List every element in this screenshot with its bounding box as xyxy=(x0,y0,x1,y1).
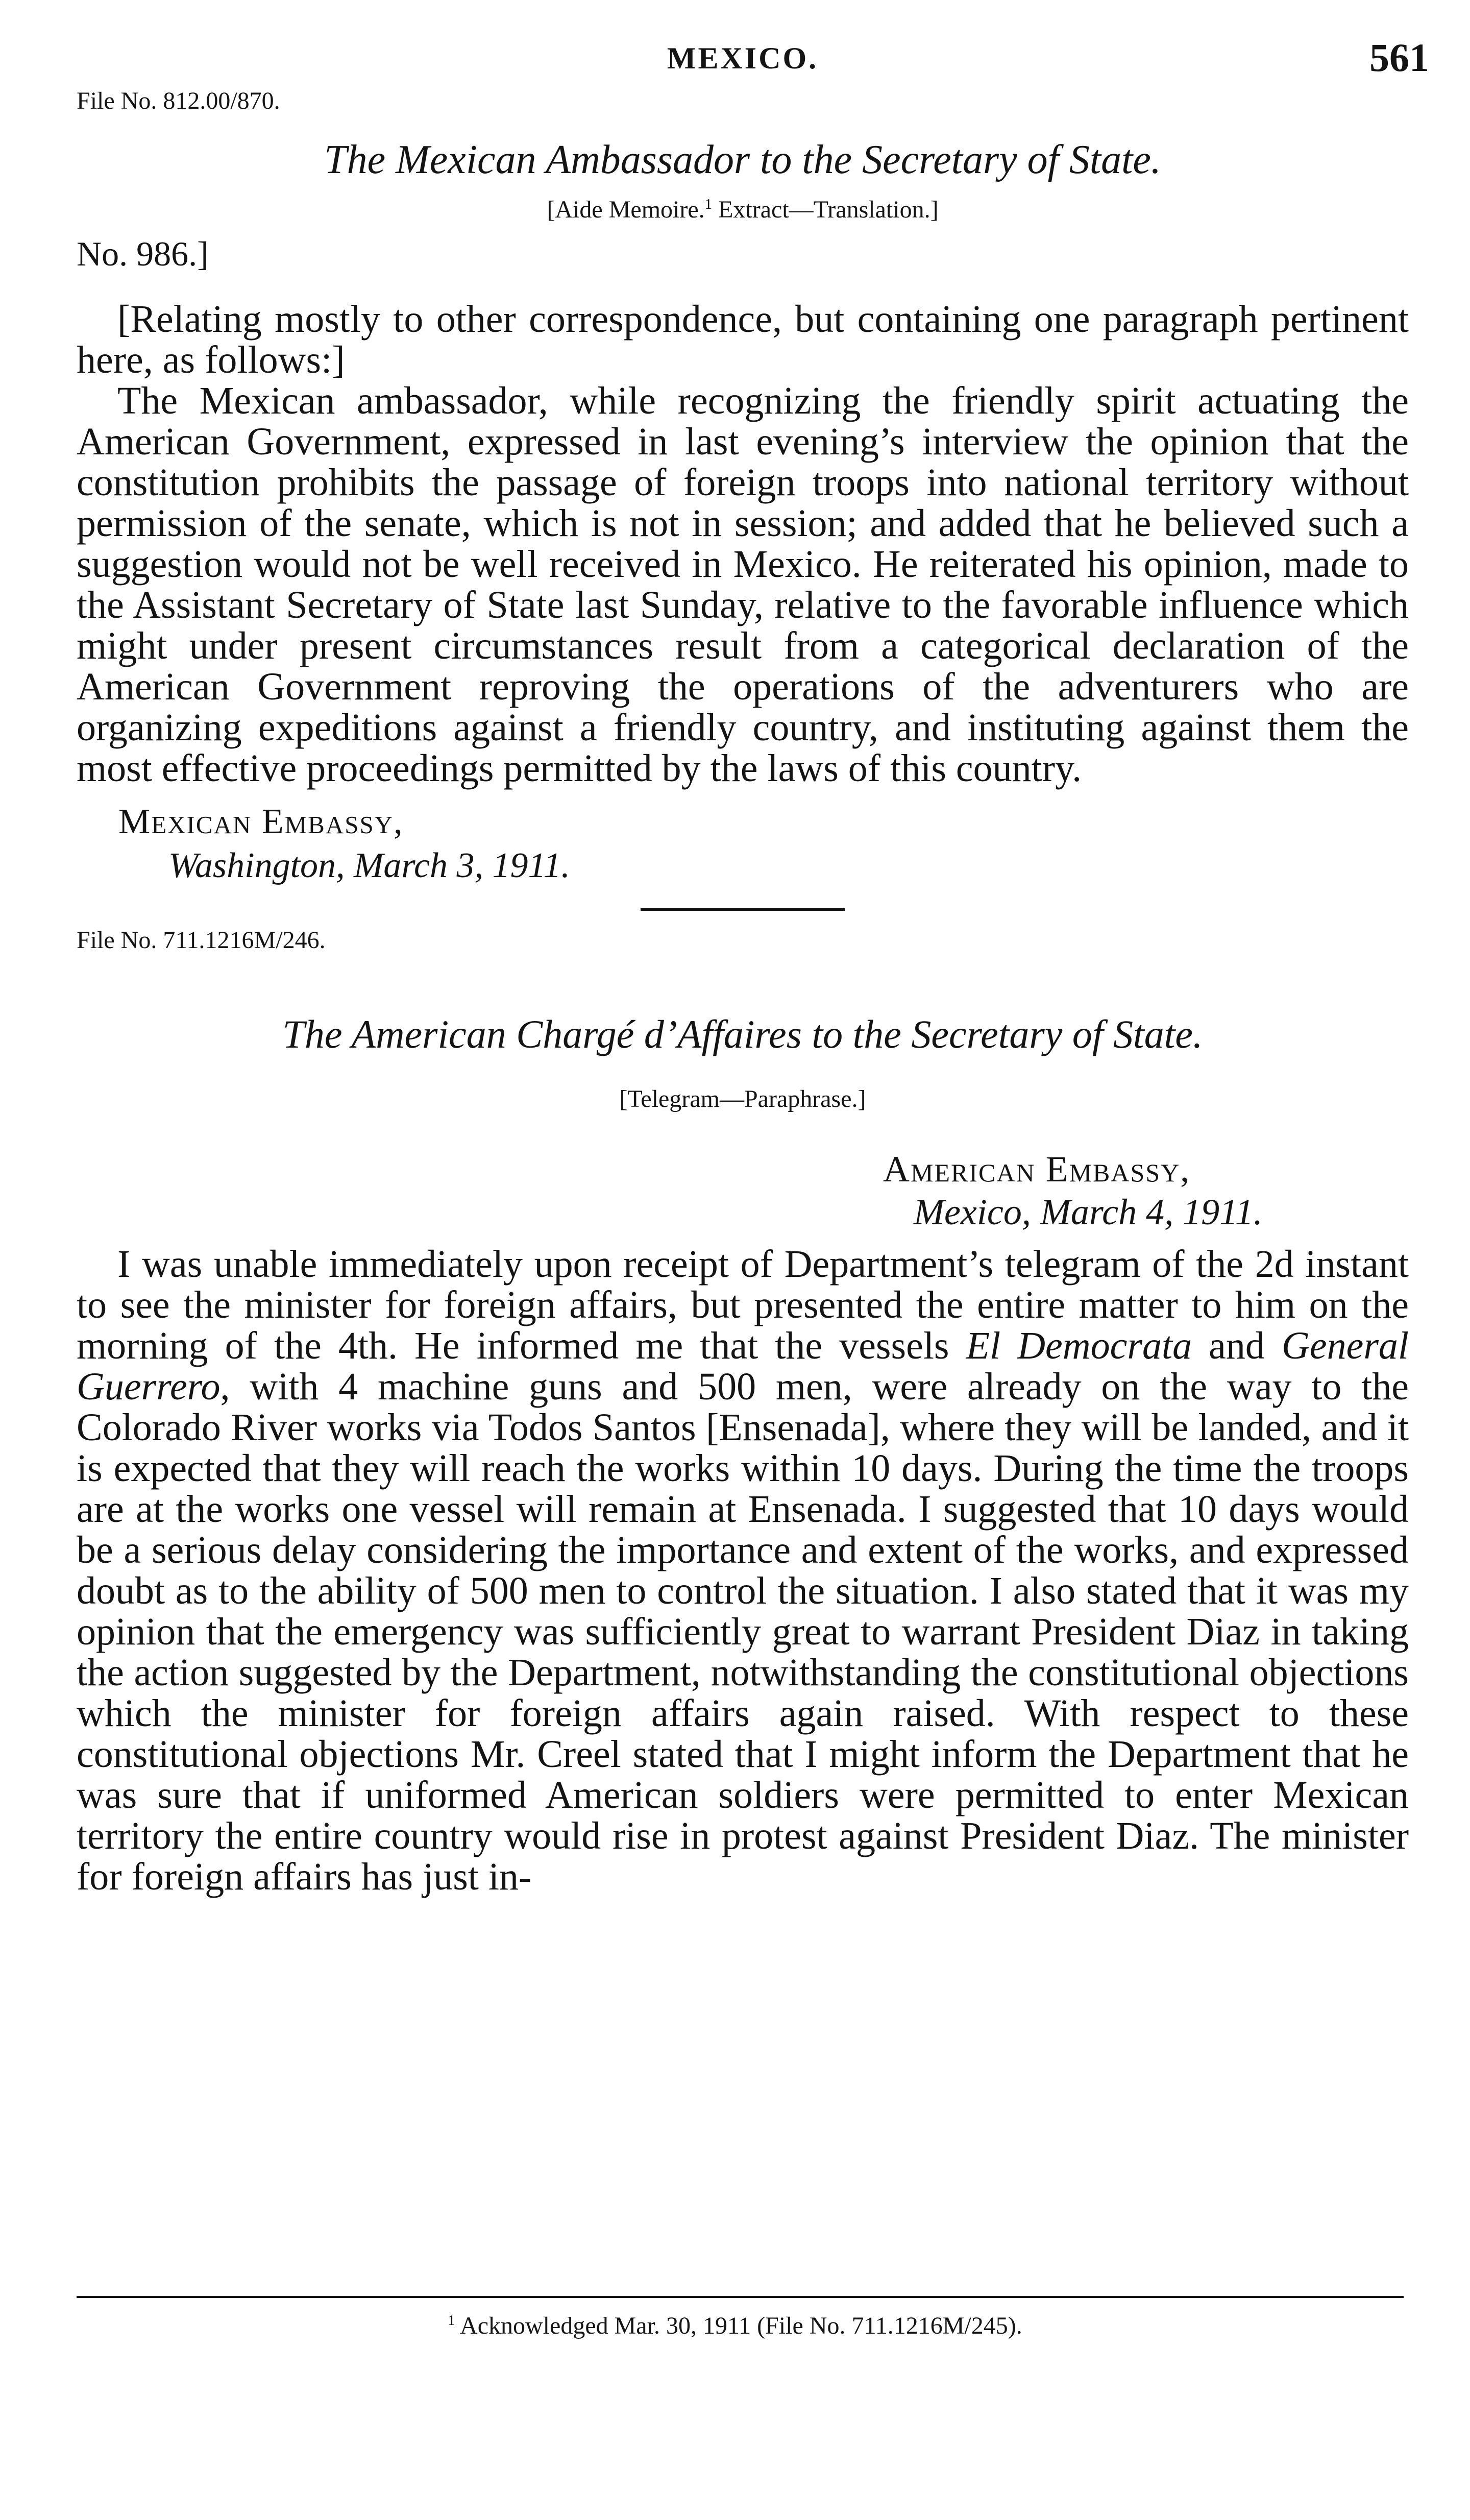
running-head xyxy=(77,31,1429,87)
footnote-marker: 1 xyxy=(448,2312,455,2329)
file-number: File No. 812.00/870. xyxy=(77,87,280,114)
footnote-divider xyxy=(77,2296,1404,2298)
running-title: MEXICO. xyxy=(667,41,819,75)
page-content xyxy=(77,31,1429,1898)
body-text-part: , with 4 machine guns and 500 men, were already on the way to the Colorado River works via Todos Santos [Ensenada], where they will be landed, and it is expected that they will reach the works within 10 days. During the time the troops are at the works one vessel will remain at Ensenada. I suggested that 10 days would be a serious delay considering the importance and extent of the works, and expressed doubt as to the ability of 500 men to control the situation. I also stated that it was my opinion that the emergency was sufficiently great to warrant President Diaz in taking the action suggested by the Department, notwithstanding the constitutional objections which the minister for foreign affairs again raised. With respect to these constitutional objections Mr. Creel stated that I might inform the Department that he was sure that if uniformed American soldiers were permitted to enter Mexican territory the entire country would rise in protest against President Diaz. The minister for foreign affairs has just in- xyxy=(77,1365,1409,1898)
footnote xyxy=(0,2312,1470,2340)
document-title: The American Chargé d’Affaires to the Secretary of State. xyxy=(282,1012,1203,1056)
document-title: The Mexican Ambassador to the Secretary of State. xyxy=(324,137,1161,182)
signature-block xyxy=(77,800,1409,888)
subtitle-part-1: [Aide Memoire. xyxy=(547,196,705,223)
signature-place-date: Washington, March 3, 1911. xyxy=(168,846,570,885)
footnote-reference: 1 xyxy=(704,196,713,212)
signature-sender: Mexican Embassy, xyxy=(118,802,404,841)
dateline-place-date: Mexico, March 4, 1911. xyxy=(914,1191,1263,1232)
file-number: File No. 711.1216M/246. xyxy=(77,927,326,954)
vessel-name: El Democrata xyxy=(966,1324,1192,1367)
editorial-note-paragraph: [Relating mostly to other correspondence, but containing one paragraph pertinent here, as follows:] xyxy=(77,298,1409,381)
dateline xyxy=(77,1148,1409,1233)
document-subtitle: [Telegram—Paraphrase.] xyxy=(619,1085,866,1112)
dateline-embassy: American Embassy, xyxy=(883,1148,1191,1190)
subtitle-part-2: Extract—Translation.] xyxy=(712,196,939,223)
body-paragraph: The Mexican ambassador, while recognizing the friendly spirit actuating the American Government, expressed in last evening’s interview the opinion that the constitution prohibits the passage of foreign troops into national territory without permission of the senate, which is not in session; and added that he believed such a suggestion would not be well received in Mexico. He reiterated his opinion, made to the Assistant Secretary of State last Sunday, relative to the favorable influence which might under present circumstances result from a categorical declaration of the American Government reproving the operations of the adventurers who are organizing expeditions against a friendly country, and instituting against them the most effective proceedings permitted by the laws of this country. xyxy=(77,379,1409,790)
body-text-part: and xyxy=(1192,1324,1282,1367)
vessel-name: General Guerrero xyxy=(77,1324,1409,1408)
document-number: No. 986.] xyxy=(77,234,209,273)
document-subtitle xyxy=(77,196,1409,224)
page-number: 561 xyxy=(1369,35,1429,80)
section-divider xyxy=(641,908,845,911)
body-text-part: I was unable immediately upon receipt of Department’s telegram of the 2d instant to see the minister for foreign affairs, but presented the entire matter to him on the morning of the 4th. He informed me that the vessels xyxy=(77,1242,1409,1367)
footnote-text: Acknowledged Mar. 30, 1911 (File No. 711.1216M/245). xyxy=(455,2312,1022,2339)
body-paragraph xyxy=(77,1244,1409,1897)
